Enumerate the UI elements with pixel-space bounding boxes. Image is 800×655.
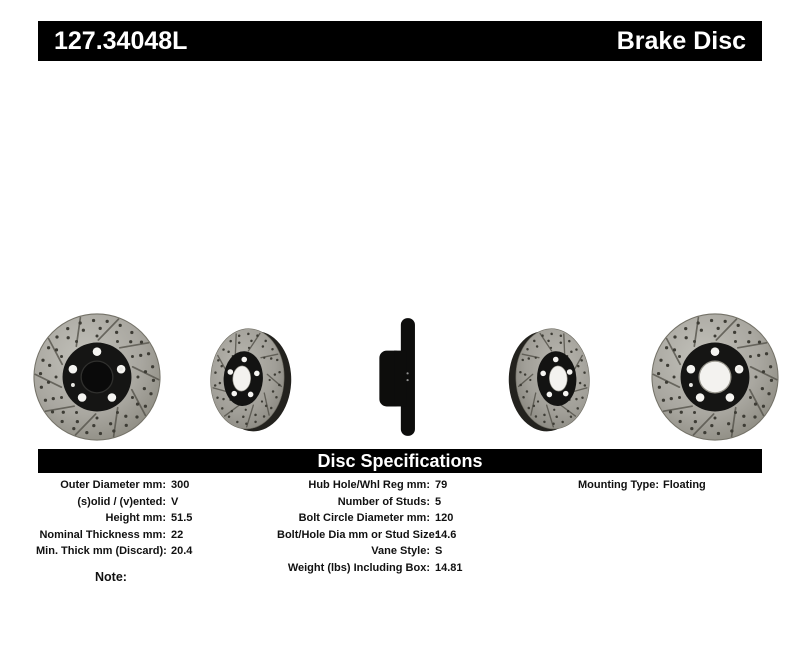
rotor-side-profile-image <box>372 311 426 443</box>
spec-label: Nominal Thickness mm: <box>39 528 166 541</box>
spec-label: Number of Studs: <box>337 495 430 508</box>
spec-value: 20.4 <box>171 545 193 558</box>
spec-value: S <box>435 545 443 558</box>
spec-row-weight <box>277 560 463 577</box>
spec-row-min-thickness <box>36 543 192 560</box>
spec-label: Min. Thick mm (Discard): <box>36 545 167 558</box>
spec-column-middle <box>277 477 463 576</box>
spec-label: Height mm: <box>105 512 166 525</box>
rotor-three-quarter-view-mirrored-image <box>496 317 602 441</box>
spec-row-mounting-type <box>578 477 706 494</box>
spec-row-bolt-circle-diameter <box>277 510 463 527</box>
spec-value: 22 <box>171 528 184 541</box>
spec-row-vane-style <box>277 543 463 560</box>
spec-value: 51.5 <box>171 512 193 525</box>
section-title-bar <box>38 449 762 473</box>
spec-row-number-of-studs <box>277 494 463 511</box>
spec-label: Bolt Circle Diameter mm: <box>298 512 430 525</box>
spec-row-outer-diameter <box>36 477 192 494</box>
spec-row-hub-hole <box>277 477 463 494</box>
spec-label: Vane Style: <box>371 545 430 558</box>
spec-column-right <box>578 477 706 494</box>
part-number: 127.34048L <box>54 27 188 55</box>
spec-value: 14.81 <box>435 561 463 574</box>
spec-value: 300 <box>171 479 190 492</box>
section-title: Disc Specifications <box>317 450 483 471</box>
spec-label: Hub Hole/Whl Reg mm: <box>308 479 430 492</box>
spec-value: 5 <box>435 495 442 508</box>
header-bar <box>38 21 762 61</box>
spec-value: Floating <box>663 479 706 492</box>
spec-value: V <box>171 495 179 508</box>
spec-row-height <box>36 510 192 527</box>
spec-row-solid-vented <box>36 494 192 511</box>
spec-value: 79 <box>435 479 448 492</box>
rotor-three-quarter-view-image <box>198 317 304 441</box>
note-label: Note: <box>95 570 127 584</box>
product-type-title: Brake Disc <box>616 27 746 55</box>
spec-value: 14.6 <box>435 528 457 541</box>
spec-row-bolt-hole-dia <box>277 527 463 544</box>
spec-label: (s)olid / (v)ented: <box>77 495 166 508</box>
spec-column-left <box>36 477 192 560</box>
spec-label: Mounting Type: <box>578 479 660 492</box>
spec-value: 120 <box>435 512 454 525</box>
spec-label: Weight (lbs) Including Box: <box>287 561 430 574</box>
spec-row-nominal-thickness <box>36 527 192 544</box>
spec-label: Outer Diameter mm: <box>60 479 166 492</box>
rotor-front-view-image-2 <box>650 312 780 442</box>
rotor-front-view-image <box>32 312 162 442</box>
spec-label: Bolt/Hole Dia mm or Stud Size: <box>277 528 439 541</box>
